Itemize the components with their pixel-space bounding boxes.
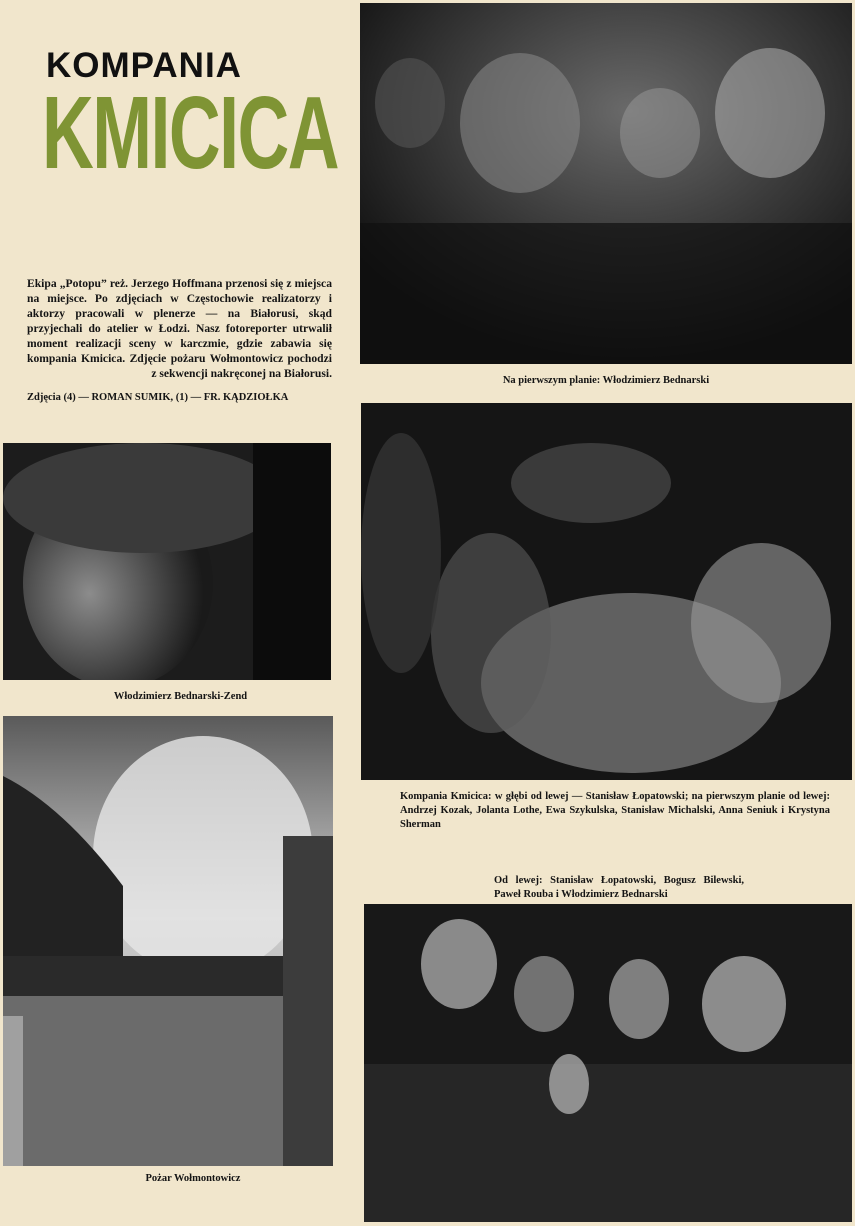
photo-portrait <box>3 443 331 680</box>
article-intro: Ekipa „Potopu” reż. Jerzego Hoffmana przenosi się z miejsca na miejsce. Po zdjęciach w Częstochowie realizatorzy i aktorzy pracowali w plenerze — na Białorusi, skąd przyjechali do atelier w Łodzi. Nasz fotoreporter utrwalił moment realizacji sceny w karczmie, gdzie zabawia się kompania Kmicica. Zdjęcie pożaru Wołmontowicz pochodzi z sekwencji nakręconej na Białorusi. <box>27 277 332 380</box>
caption-tavern-drinking: Na pierwszym planie: Włodzimierz Bednarski <box>502 375 710 386</box>
article-title-line2: KMICICA <box>42 76 339 191</box>
caption-group: Kompania Kmicica: w głębi od lewej — Stanisław Łopatowski; na pierwszym planie od lewej: Andrzej Kozak, Jolanta Lothe, Ewa Szykulska, Stanisław Michalski, Anna Seniuk i Krystyna Sherman <box>400 791 830 830</box>
photo-group <box>361 403 852 780</box>
photo-tavern-drinking <box>360 3 852 364</box>
caption-fire: Pożar Wołmontowicz <box>145 1173 241 1184</box>
article-title-line1: KOMPANIA <box>46 46 242 85</box>
photo-four-men <box>364 904 852 1222</box>
caption-four-men: Od lewej: Stanisław Łopatowski, Bogusz Bilewski, Paweł Rouba i Włodzimierz Bednarski <box>494 875 744 900</box>
photo-credits: Zdjęcia (4) — ROMAN SUMIK, (1) — FR. KĄDZIOŁKA <box>27 392 289 403</box>
photo-fire <box>3 716 333 1166</box>
caption-portrait: Włodzimierz Bednarski-Zend <box>113 691 248 702</box>
